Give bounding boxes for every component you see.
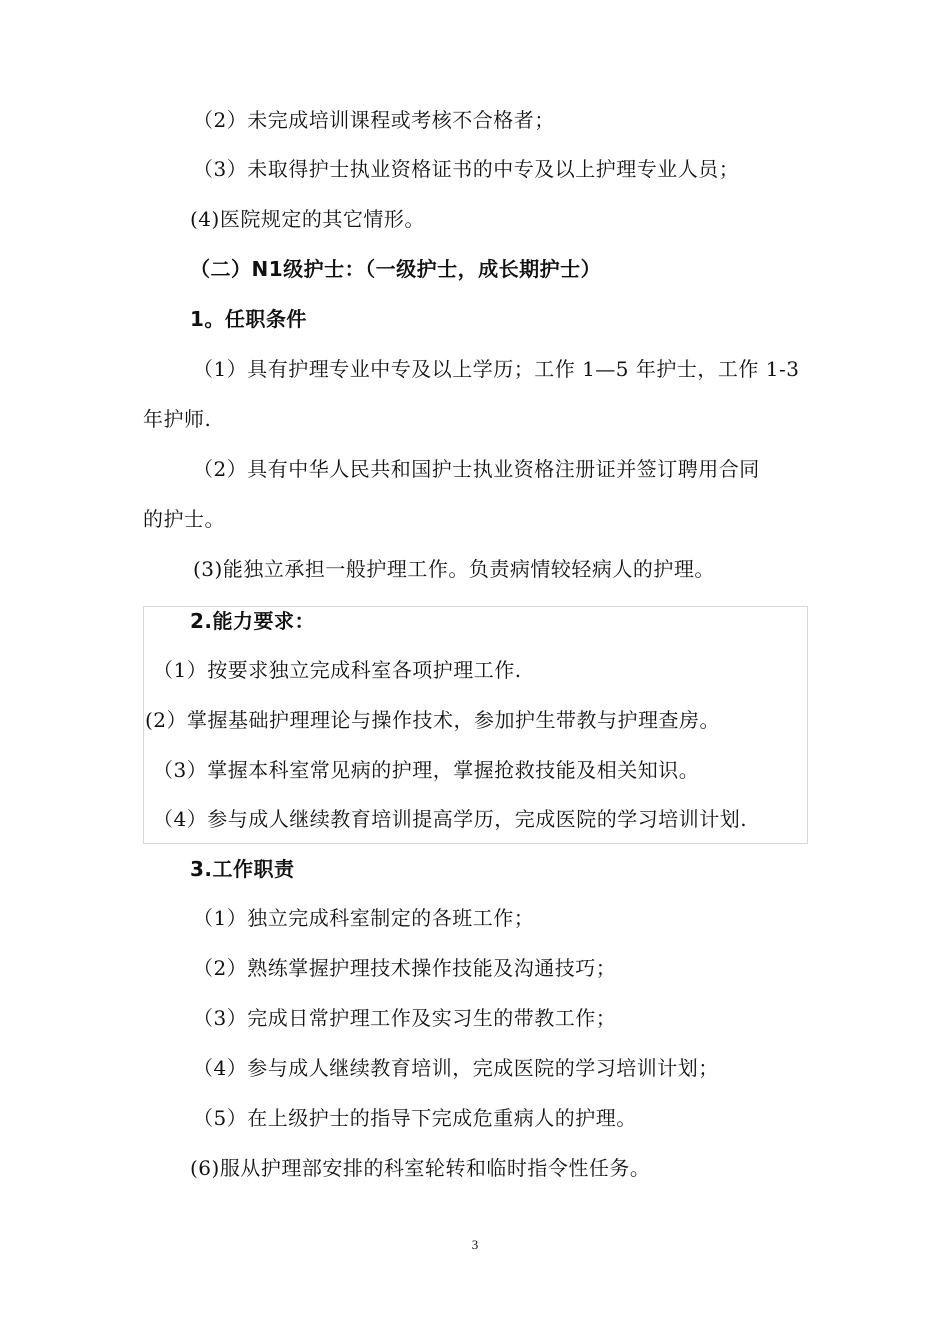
ability-item-3: （3）掌握本科室常见病的护理，掌握抢救技能及相关知识。 [153,758,700,782]
abilities-heading: 2.能力要求： [190,609,316,633]
qualification-item-2-line-1: （2）具有中华人民共和国护士执业资格注册证并签订聘用合同 [193,457,760,481]
ability-item-1: （1）按要求独立完成科室各项护理工作. [153,658,522,682]
n0-exclusion-item-2: （2）未完成培训课程或考核不合格者； [193,108,555,132]
qualification-item-1-line-2: 年护师. [143,407,212,431]
duty-item-2: （2）熟练掌握护理技术操作技能及沟通技巧； [193,956,617,980]
section-n1-title: （二）N1级护士：（一级护士，成长期护士） [190,257,602,281]
duties-heading: 3.工作职责 [190,857,295,881]
qualification-item-3: (3)能独立承担一般护理工作。负责病情较轻病人的护理。 [193,557,715,581]
n0-exclusion-item-3: （3）未取得护士执业资格证书的中专及以上护理专业人员； [193,157,740,181]
duty-item-1: （1）独立完成科室制定的各班工作； [193,906,535,930]
ability-item-2: (2）掌握基础护理理论与操作技术，参加护生带教与护理查房。 [145,708,721,732]
qualification-item-1-line-1: （1）具有护理专业中专及以上学历；工作 1—5 年护士，工作 1-3 [193,357,800,381]
duty-item-6: (6)服从护理部安排的科室轮转和临时指令性任务。 [190,1156,651,1180]
duty-item-4: （4）参与成人继续教育培训，完成医院的学习培训计划； [193,1056,719,1080]
qualification-item-2-line-2: 的护士。 [143,507,225,531]
ability-item-4: （4）参与成人继续教育培训提高学历，完成医院的学习培训计划. [153,807,748,831]
qualifications-heading: 1。任职条件 [190,307,307,331]
n0-exclusion-item-4: (4)医院规定的其它情形。 [190,207,425,231]
page-number: 3 [471,1237,479,1252]
duty-item-3: （3）完成日常护理工作及实习生的带教工作； [193,1006,617,1030]
duty-item-5: （5）在上级护士的指导下完成危重病人的护理。 [193,1106,637,1130]
